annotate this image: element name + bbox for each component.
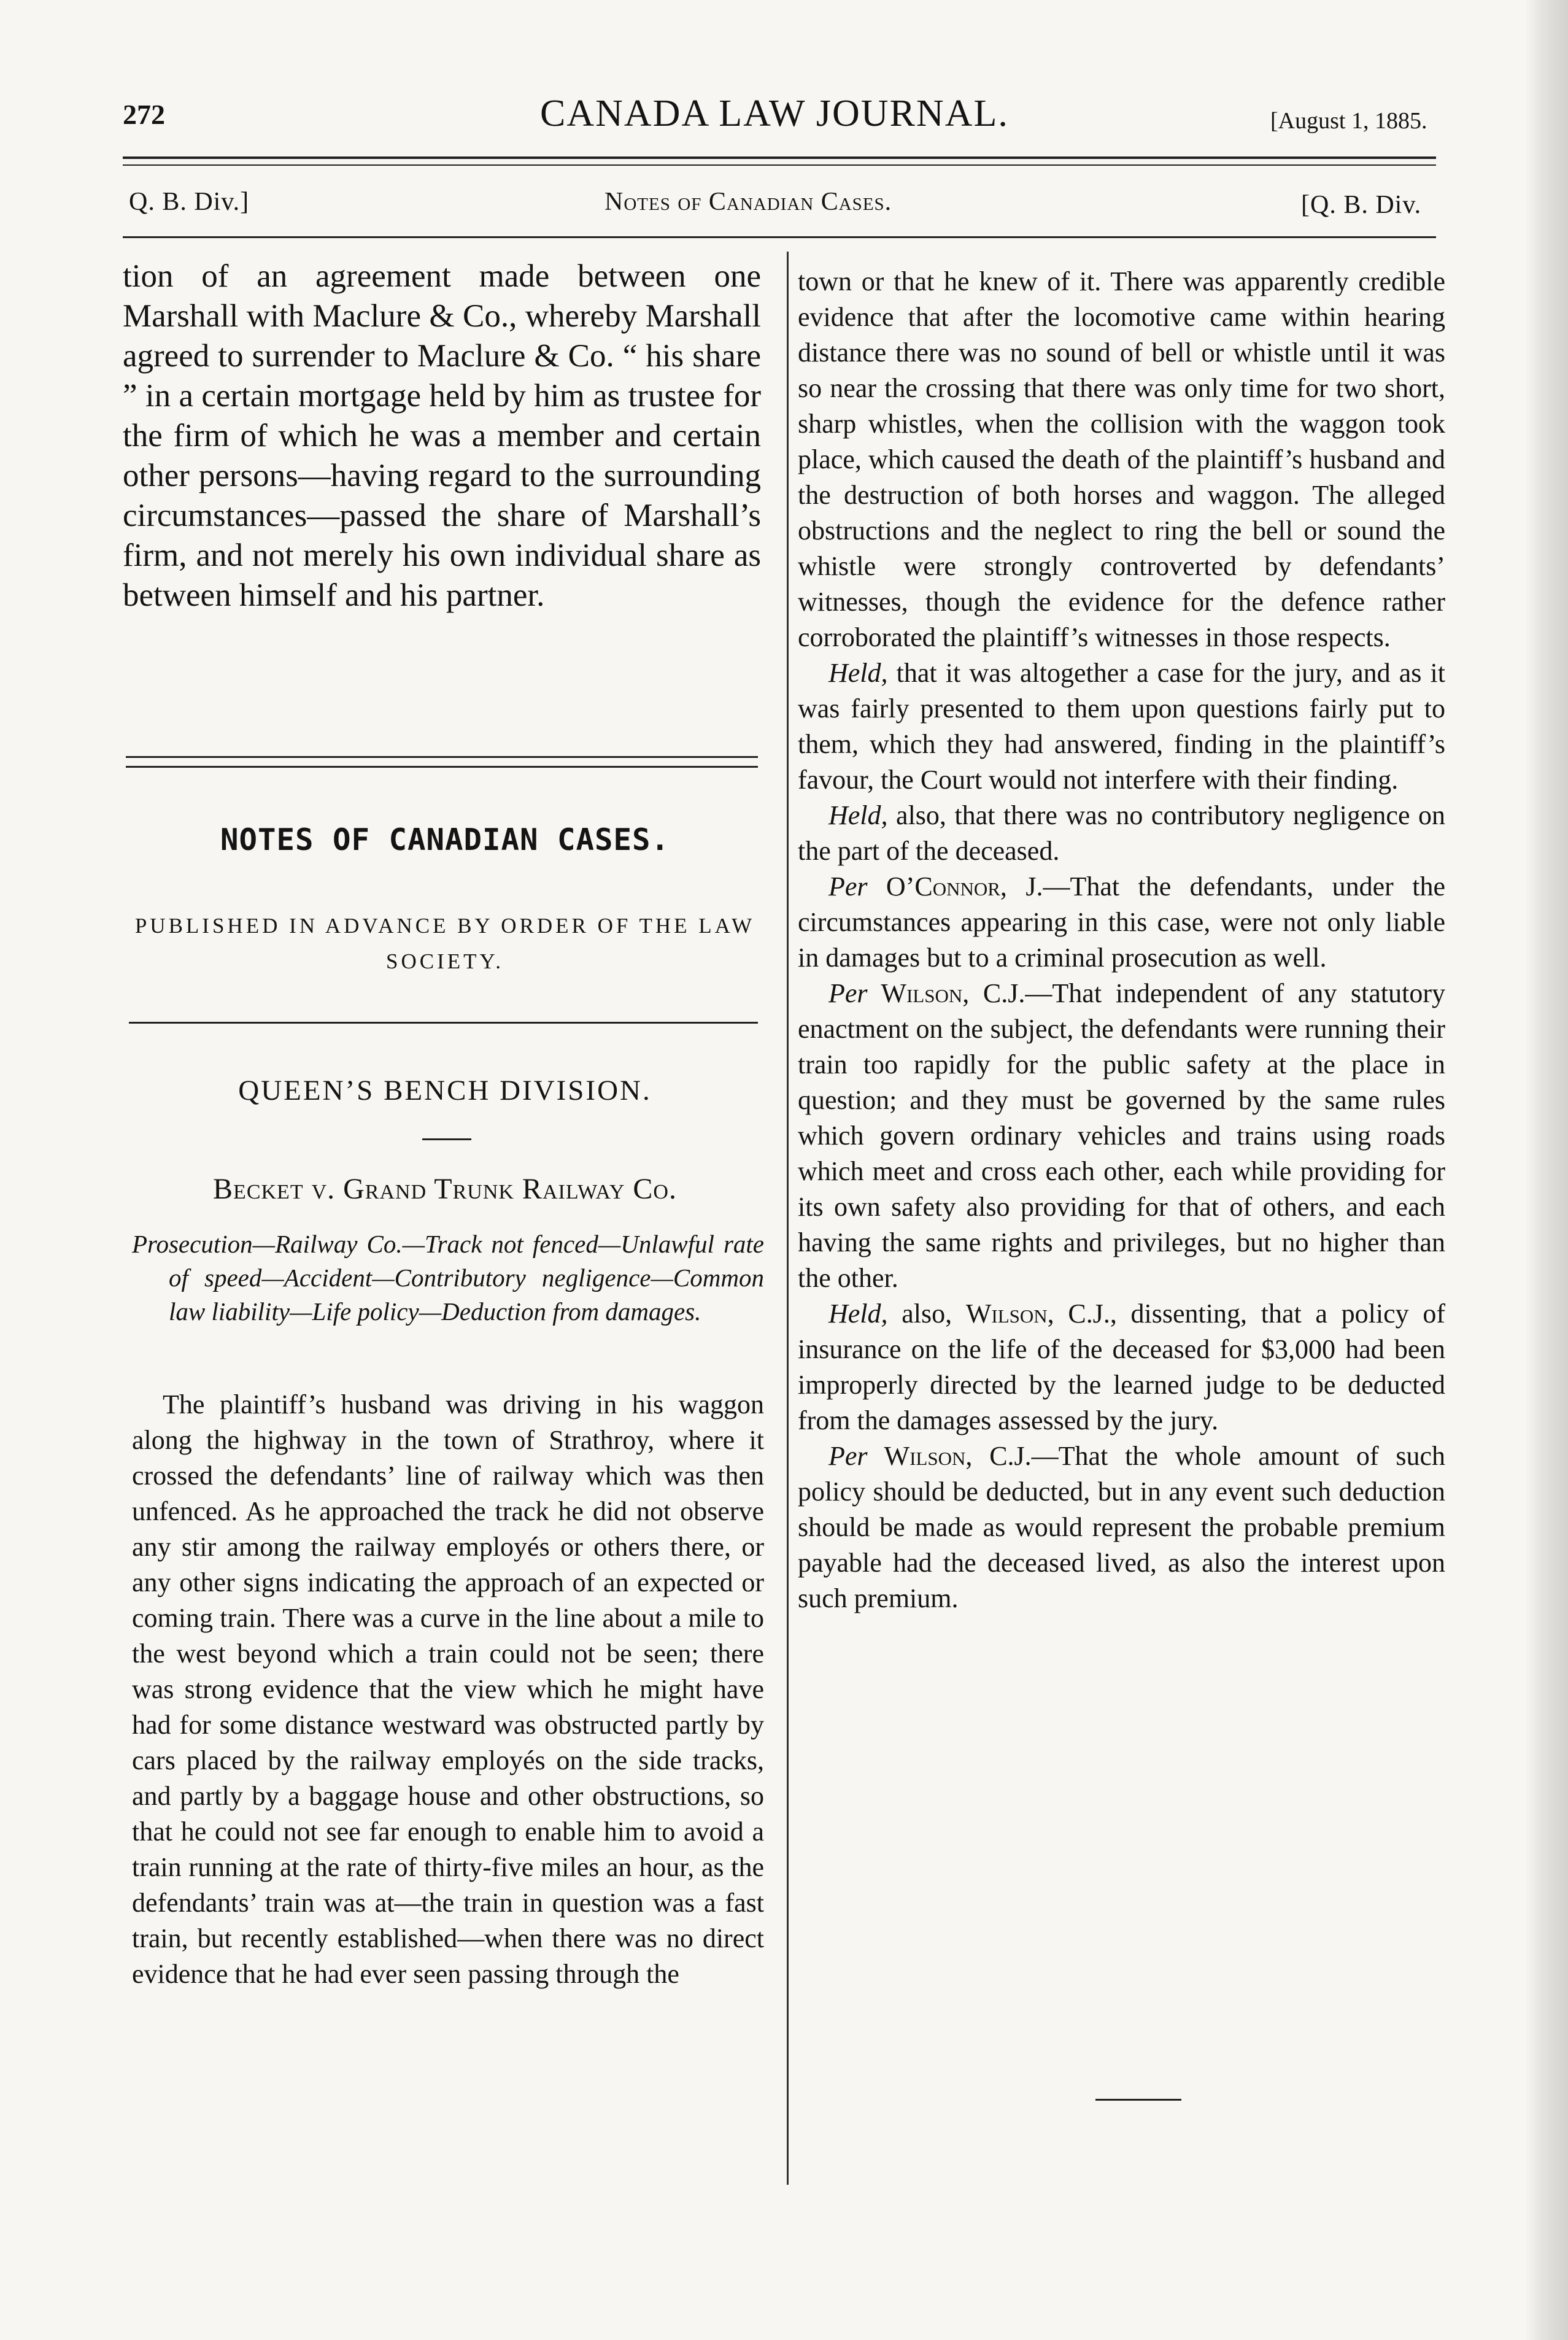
court-division-heading: QUEEN’S BENCH DIVISION. [238,1075,652,1106]
holding-3 [798,1296,1445,1438]
continuation-paragraph: tion of an agreement made between one Marshall with Maclure & Co., whereby Marshall agreed to surrender to Maclure & Co. “ his share ” in a certain mortgage held by him as trustee for the firm of which he was a member and certain other persons—having regard to the surrounding circumstances—passed the share of Marshall’s firm, and not merely his own individual share as between himself and his partner. [123,258,761,613]
issue-date: [August 1, 1885. [1270,108,1427,134]
opinion-wilson-1 [798,976,1445,1296]
headnote: Prosecution—Railway Co.—Track not fenced—Unlawful rate of speed—Accident—Contributory negligence—Common law liability—Life policy—Deduction from damages. [132,1230,764,1326]
left-body [132,1387,764,1992]
holding-3-also: also, [887,1299,966,1329]
facts-paragraph: The plaintiff’s husband was driving in his waggon along the highway in the town of Strathroy, where it crossed the defendants’ line of railway which was then unfenced. As he approached the track he did not observe any stir among the railway employés or others there, or any other signs indicating the approach of an expected or coming train. There was a curve in the line about a mile to the west beyond which a train could not be seen; there was strong evidence that the view which he might have had for some distance westward was obstructed partly by cars placed by the railway employés on the side tracks, and partly by a baggage house and other obstructions, so that he could not see far enough to enable him to avoid a train running at the rate of thirty-five miles an hour, as the defendants’ train was at—the train in question was a fast train, but recently established—when there was no direct evidence that he had ever seen passing through the [132,1389,764,1989]
opinion-oconnor-text: —That the defendants, under the circumstances appearing in this case, were not only liable in damages but to a criminal prosecution as well. [798,871,1445,973]
holding-1-lead: Held, [828,658,888,688]
opinion-wilson-1-text: —That independent of any statutory enactment on the subject, the defendants were running their train too rapidly for the public safety at the place in question; and they must be governed by the same rules which govern ordinary vehicles and trains using roads which meet and cross each other, each while providing for its own safety also providing for that of others, and each having the same rights and privileges, but no higher than the other. [798,978,1446,1293]
opinion-oconnor-lead: Per [828,871,868,902]
opinion-wilson-1-lead: Per [828,978,868,1008]
header-rule-bottom [123,164,1436,166]
subheader-rule [123,236,1436,238]
published-notice: PUBLISHED IN ADVANCE BY ORDER OF THE LAW SOCIETY. [134,914,755,973]
holding-3-text: , dissenting, that a policy of insurance on the life of the deceased for $3,000 had been improperly directed by the learned judge to be deducted from the damages assessed by the jury. [798,1299,1445,1435]
case-title: Becket v. Grand Trunk Railway Co. [213,1173,677,1205]
judge-wilson-2: Wilson, C.J. [965,1299,1110,1329]
holding-1 [798,655,1445,798]
facts-continuation: town or that he knew of it. There was apparently credible evidence that after the locomotive came within hearing distance there was no sound of bell or whistle until it was so near the crossing that there was only time for two short, sharp whistles, when the collision with the waggon took place, which caused the death of the plaintiff’s husband and the destruction of both horses and waggon. The alleged obstructions and the neglect to ring the bell or sound the whistle were strongly controverted by defendants’ witnesses, though the evidence for the defence rather corroborated the plaintiff’s witnesses in those respects. [798,266,1445,652]
holding-2 [798,798,1445,869]
left-continuation [123,257,761,616]
holding-3-lead: Held, [828,1299,888,1329]
journal-title: CANADA LAW JOURNAL. [540,93,1009,134]
running-title: Notes of Canadian Cases. [604,188,892,216]
section-rule-top [126,756,758,758]
page-number: 272 [123,99,165,130]
opinion-wilson-2 [798,1438,1445,1616]
end-rule [1095,2099,1181,2101]
holding-1-text: that it was altogether a case for the jury, and as it was fairly presented to them upon questions fairly put to them, which they had answered, finding in the plaintiff’s favour, the Court would not interfere with their finding. [798,658,1445,795]
headnote-block [132,1227,764,1329]
judge-wilson-3: Wilson, C.J. [867,1441,1032,1471]
opinion-wilson-2-text: —That the whole amount of such policy should be deducted, but in any event such deduction should be made as would represent the probable premium payable had the deceased lived, as also the interest upon such premium. [798,1441,1445,1613]
opinion-oconnor [798,869,1445,976]
judge-oconnor: O’Connor, J. [867,871,1043,902]
section-rule-bottom [126,766,758,768]
holding-2-lead: Held, [828,800,888,830]
page-edge-shadow [1525,0,1568,2340]
column-divider [787,252,789,2185]
short-rule [422,1138,471,1140]
right-body [798,264,1445,1616]
division-right: [Q. B. Div. [1301,191,1422,219]
division-left: Q. B. Div.] [129,188,250,216]
judge-wilson-1: Wilson, C.J. [867,978,1025,1008]
division-rule [129,1022,758,1024]
header-rule-top [123,156,1436,159]
holding-2-text: also, that there was no contributory negligence on the part of the deceased. [798,800,1445,866]
section-title: NOTES OF CANADIAN CASES. [220,822,670,857]
opinion-wilson-2-lead: Per [828,1441,868,1471]
